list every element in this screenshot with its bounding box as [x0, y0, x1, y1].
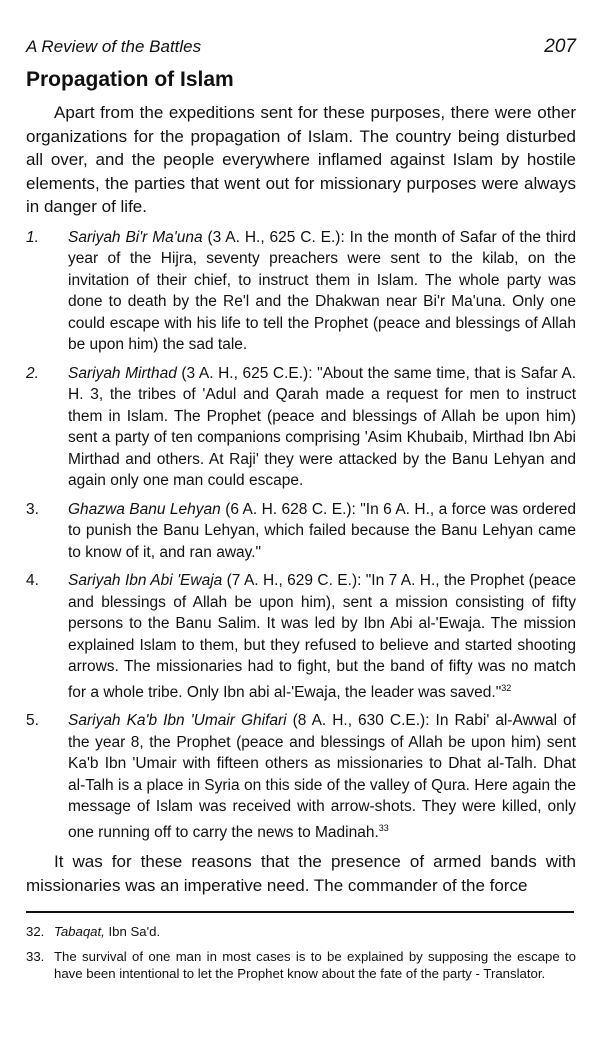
footnote-number: 32.	[26, 924, 45, 940]
list-item	[26, 499, 576, 564]
item-title: Sariyah Ibn Abi 'Ewaja	[68, 572, 223, 589]
item-body	[68, 570, 576, 703]
list-item	[26, 710, 576, 843]
item-text: (7 A. H., 629 C. E.): "In 7 A. H., the Prophet (peace and blessings of Allah be upon him), sent a mission consisting of fifty persons to the Banu Salim. It was led by Ibn Abi al-'Ewaja. The mission explained Islam to them, but they refused to believe and started shooting arrows. The missionaries had to fight, but the band of fifty was no match for a whole tribe. Only Ibn abi al-'Ewaja, the leader was saved."	[68, 572, 576, 701]
item-text: (3 A. H., 625 C. E.): In the month of Safar of the third year of the Hijra, seventy preachers were sent to the kilab, on the invitation of their chief, to instruct them in Islam. The whole party was done to death by the Re'l and the Dhakwan near Bi'r Ma'una. Only one could escape with his life to tell the Prophet (peace and blessings of Allah be upon him) the sad tale.	[68, 228, 576, 353]
book-page	[26, 36, 576, 990]
item-number: 4.	[26, 572, 39, 589]
item-title: Sariyah Ka'b Ibn 'Umair Ghifari	[68, 712, 287, 730]
footnotes	[26, 923, 576, 983]
section-title: Propagation of Islam	[26, 68, 234, 91]
footnote-body	[54, 923, 576, 941]
footnote-text: Ibn Sa'd.	[104, 924, 161, 940]
list-item	[26, 570, 576, 703]
item-text: (8 A. H., 630 C.E.): In Rabi' al-Awwal of the year 8, the Prophet (peace and blessings of Allah be upon him) sent Ka'b Ibn 'Umair with fifteen others as missionaries to Dhat al-Talh. Dhat al-Talh is a place in Syria on this side of the valley of Qura. Here again the message of Islam was received with arrow-shots. They were killed, only one running off to carry the news to Madinah.	[68, 712, 576, 841]
footnote-ref: 32	[501, 682, 512, 693]
footnote-title: Tabaqat,	[54, 924, 105, 940]
item-body	[68, 227, 576, 356]
expedition-list	[26, 227, 576, 844]
footnote	[26, 923, 576, 941]
footnote-body	[54, 948, 576, 983]
footnote	[26, 948, 576, 983]
list-item	[26, 227, 576, 356]
running-header	[26, 36, 576, 62]
item-body	[68, 710, 576, 843]
intro-paragraph: Apart from the expeditions sent for these purposes, there were other organizations for the propagation of Islam. The country being disturbed all over, and the people everywhere inflamed against Islam by hostile elements, the parties that went out for missionary purposes were always in danger of life.	[26, 103, 576, 216]
footnote-ref: 33	[378, 822, 389, 833]
item-text: (6 A. H. 628 C. E.): "In 6 A. H., a force was ordered to punish the Banu Lehyan, which failed because the Banu Lehyan came to know of it, and ran away."	[68, 500, 576, 561]
closing-paragraph: It was for these reasons that the presence of armed bands with missionaries was an imperative need. The commander of the force	[26, 852, 576, 895]
item-title: Sariyah Mirthad	[68, 364, 177, 382]
item-text: (3 A. H., 625 C.E.): "About the same time, that is Safar A. H. 3, the tribes of 'Adul and Qarah made a request for men to instruct them in Islam. The Prophet (peace and blessings of Allah be upon him) sent a party of ten companions comprising 'Asim Khubaib, Mirthad Ibn Abi Mirthad and others. At Raji' they were attacked by the Banu Lehyan and again only one man could escape.	[68, 364, 577, 489]
item-body	[68, 499, 576, 564]
list-item	[26, 363, 576, 492]
item-number: 1.	[26, 228, 39, 246]
item-title: Ghazwa Banu Lehyan	[68, 500, 221, 518]
item-number: 5.	[26, 712, 39, 730]
item-title: Sariyah Bi'r Ma'una	[68, 228, 203, 246]
footnote-text: The survival of one man in most cases is to be explained by supposing the escape to have been intentional to let the Prophet know about the fate of the party - Translator.	[54, 948, 576, 982]
item-number: 2.	[26, 364, 39, 382]
item-body	[68, 363, 576, 492]
footnote-number: 33.	[26, 948, 45, 964]
footnote-divider	[26, 911, 574, 913]
running-title: A Review of the Battles	[26, 37, 202, 56]
item-number: 3.	[26, 500, 39, 518]
page-number: 207	[544, 36, 576, 57]
